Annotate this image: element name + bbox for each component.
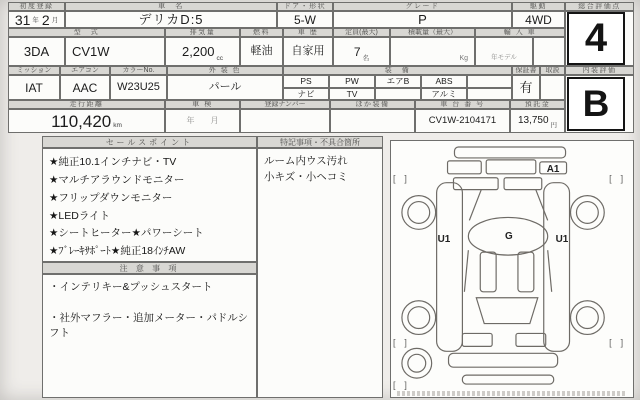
warranty-header: 保証書: [512, 66, 540, 75]
deposit-number: 13,750: [517, 115, 549, 126]
equipment-header: 装 備: [283, 66, 512, 75]
equipment-blank-2: [375, 88, 421, 100]
model-prefix-value: 3DA: [8, 37, 65, 66]
capacity-header: 定員(最大): [333, 28, 390, 37]
registration-number-value: [240, 109, 330, 133]
equipment-ps: PS: [283, 75, 329, 88]
import-year-model-cell: [475, 37, 533, 66]
capacity-unit: 名: [362, 54, 370, 62]
aircon-value: AAC: [60, 75, 110, 100]
transmission-header: ミッション: [8, 66, 60, 75]
sales-point-item: ★純正10.1インチナビ・TV: [49, 156, 177, 168]
equipment-alloy: アルミ: [421, 88, 467, 100]
color-no-header: カラーNo.: [110, 66, 167, 75]
color-no-value: W23U25: [110, 75, 167, 100]
front-left-wheel-shape: [402, 196, 436, 230]
displacement-header: 排気量: [165, 28, 240, 37]
equipment-tv: TV: [329, 88, 375, 100]
first-registration-value: [8, 11, 65, 28]
overall-score-value: 4: [567, 12, 625, 65]
fuel-header: 燃料: [240, 28, 283, 37]
transmission-value: IAT: [8, 75, 60, 100]
overall-score-header: 総合評価点: [565, 2, 634, 11]
rear-right-wheel-shape: [571, 301, 605, 335]
cautions-header: 注 意 事 項: [42, 262, 257, 274]
car-name-value: デリカD:5: [65, 11, 277, 28]
first-registration-month: 2: [41, 11, 50, 28]
equipment-navi: ナビ: [283, 88, 329, 100]
mileage-number: 110,420: [51, 111, 112, 131]
exterior-color-value: パール: [167, 75, 283, 100]
max-load-value: [390, 37, 475, 66]
special-notes-header: 特記事項・不具合箇所: [257, 136, 383, 148]
chassis-number-header: 車 台 番 号: [415, 100, 510, 109]
sales-point-item: ★フリップダウンモニター: [49, 191, 173, 204]
sales-point-item: ★LEDライト: [49, 209, 111, 222]
mileage-value: [8, 109, 165, 133]
equipment-abs: ABS: [421, 75, 467, 88]
special-note-item: 小キズ・小ヘコミ: [264, 170, 348, 183]
rear-window-shape: [476, 298, 537, 324]
equipment-blank-1: [467, 75, 512, 88]
damage-mark-a1: A1: [546, 163, 560, 175]
mileage-header: 走行距離: [8, 100, 165, 109]
damage-mark-u1-right: U1: [555, 234, 569, 246]
history-value: 自家用: [283, 37, 333, 66]
max-load-unit: Kg: [459, 55, 468, 62]
equipment-airbag: エアB: [375, 75, 421, 88]
cautions-body: [42, 274, 257, 398]
displacement-number: 2,200: [181, 44, 215, 59]
door-shape-header: ドア・形状: [277, 2, 333, 11]
sales-points-header: セールスポイント: [42, 136, 257, 148]
deposit-header: 預託金: [510, 100, 565, 109]
import-car-header: 輸 入 車: [475, 28, 565, 37]
sales-point-item: ★シートヒーター★パワーシート: [49, 227, 204, 240]
year-unit: 年: [32, 16, 39, 24]
manual-value: [540, 75, 565, 100]
drive-header: 駆動: [512, 2, 565, 11]
capacity-value: [333, 37, 390, 66]
registration-number-header: 登録ナンバー: [240, 100, 330, 109]
chassis-number-value: CV1W-2104171: [415, 109, 510, 133]
sales-points-body: [42, 148, 257, 262]
mirror-bracket: [ ]: [392, 337, 407, 348]
rear-bumper-shape: [449, 353, 558, 367]
damage-mark-u1-left: U1: [437, 234, 451, 246]
exterior-color-header: 外 装 色: [167, 66, 283, 75]
deposit-unit: 円: [550, 121, 558, 129]
sales-point-item: ★ﾌﾞﾚｰｷｻﾎﾟｰﾄ★純正18ｲﾝﾁAW: [49, 245, 186, 258]
inspection-header: 車 検: [165, 100, 240, 109]
spare-tire-shape: [402, 348, 432, 378]
history-header: 車 歴: [283, 28, 333, 37]
deposit-value: [510, 109, 565, 133]
mirror-bracket: [ ]: [392, 173, 407, 184]
damage-mark-g: G: [505, 231, 513, 243]
equipment-pw: PW: [329, 75, 375, 88]
interior-score-header: 内装評価: [565, 66, 634, 75]
import-year-model-label: 年モデル: [491, 53, 517, 61]
other-equipment-value: [330, 109, 415, 133]
warranty-value: 有: [512, 75, 540, 100]
displacement-value: [165, 37, 240, 66]
car-name-header: 車 名: [65, 2, 277, 11]
interior-score-value: B: [567, 77, 625, 131]
front-right-wheel-shape: [571, 196, 605, 230]
grade-header: グレード: [333, 2, 512, 11]
manual-header: 取説: [540, 66, 565, 75]
capacity-number: 7: [353, 44, 361, 59]
car-outline-diagram: [391, 141, 633, 397]
other-equipment-header: ほか装備: [330, 100, 415, 109]
mileage-unit: km: [113, 121, 122, 129]
mirror-bracket: [ ]: [392, 380, 407, 391]
max-load-header: 積載量（最大）: [390, 28, 475, 37]
left-side-panel-shape: [437, 183, 463, 352]
mirror-bracket: [ ]: [609, 173, 624, 184]
drive-value: 4WD: [512, 11, 565, 28]
mirror-bracket: [ ]: [609, 337, 624, 348]
special-notes-body: [257, 148, 383, 398]
caution-item: ・インテリキー&プッシュスタート: [49, 281, 213, 293]
front-bumper-shape: [454, 147, 565, 158]
right-side-panel-shape: [544, 183, 570, 352]
special-note-item: ルーム内ウス汚れ: [264, 155, 348, 167]
cropped-legend-text: [397, 391, 625, 396]
caution-item: ・社外マフラー・追加メーター・パドルシフト: [49, 312, 249, 340]
month-unit: 月: [51, 16, 59, 24]
fuel-value: 軽油: [240, 37, 283, 66]
rear-left-wheel-shape: [402, 301, 436, 335]
equipment-blank-3: [467, 88, 512, 100]
model-code-header: 型 式: [8, 28, 165, 37]
first-registration-year: 31: [14, 11, 31, 28]
displacement-unit: cc: [216, 54, 224, 62]
inspection-value: 年 月: [165, 109, 240, 133]
damage-diagram: [390, 140, 634, 398]
sales-point-item: ★マルチアラウンドモニター: [49, 173, 185, 186]
aircon-header: エアコン: [60, 66, 110, 75]
grade-value: P: [333, 11, 512, 28]
door-shape-value: 5-W: [277, 11, 333, 28]
import-blank-cell: [533, 37, 565, 66]
first-registration-header: 初度登録: [8, 2, 65, 11]
model-code-value: CV1W: [65, 37, 165, 66]
